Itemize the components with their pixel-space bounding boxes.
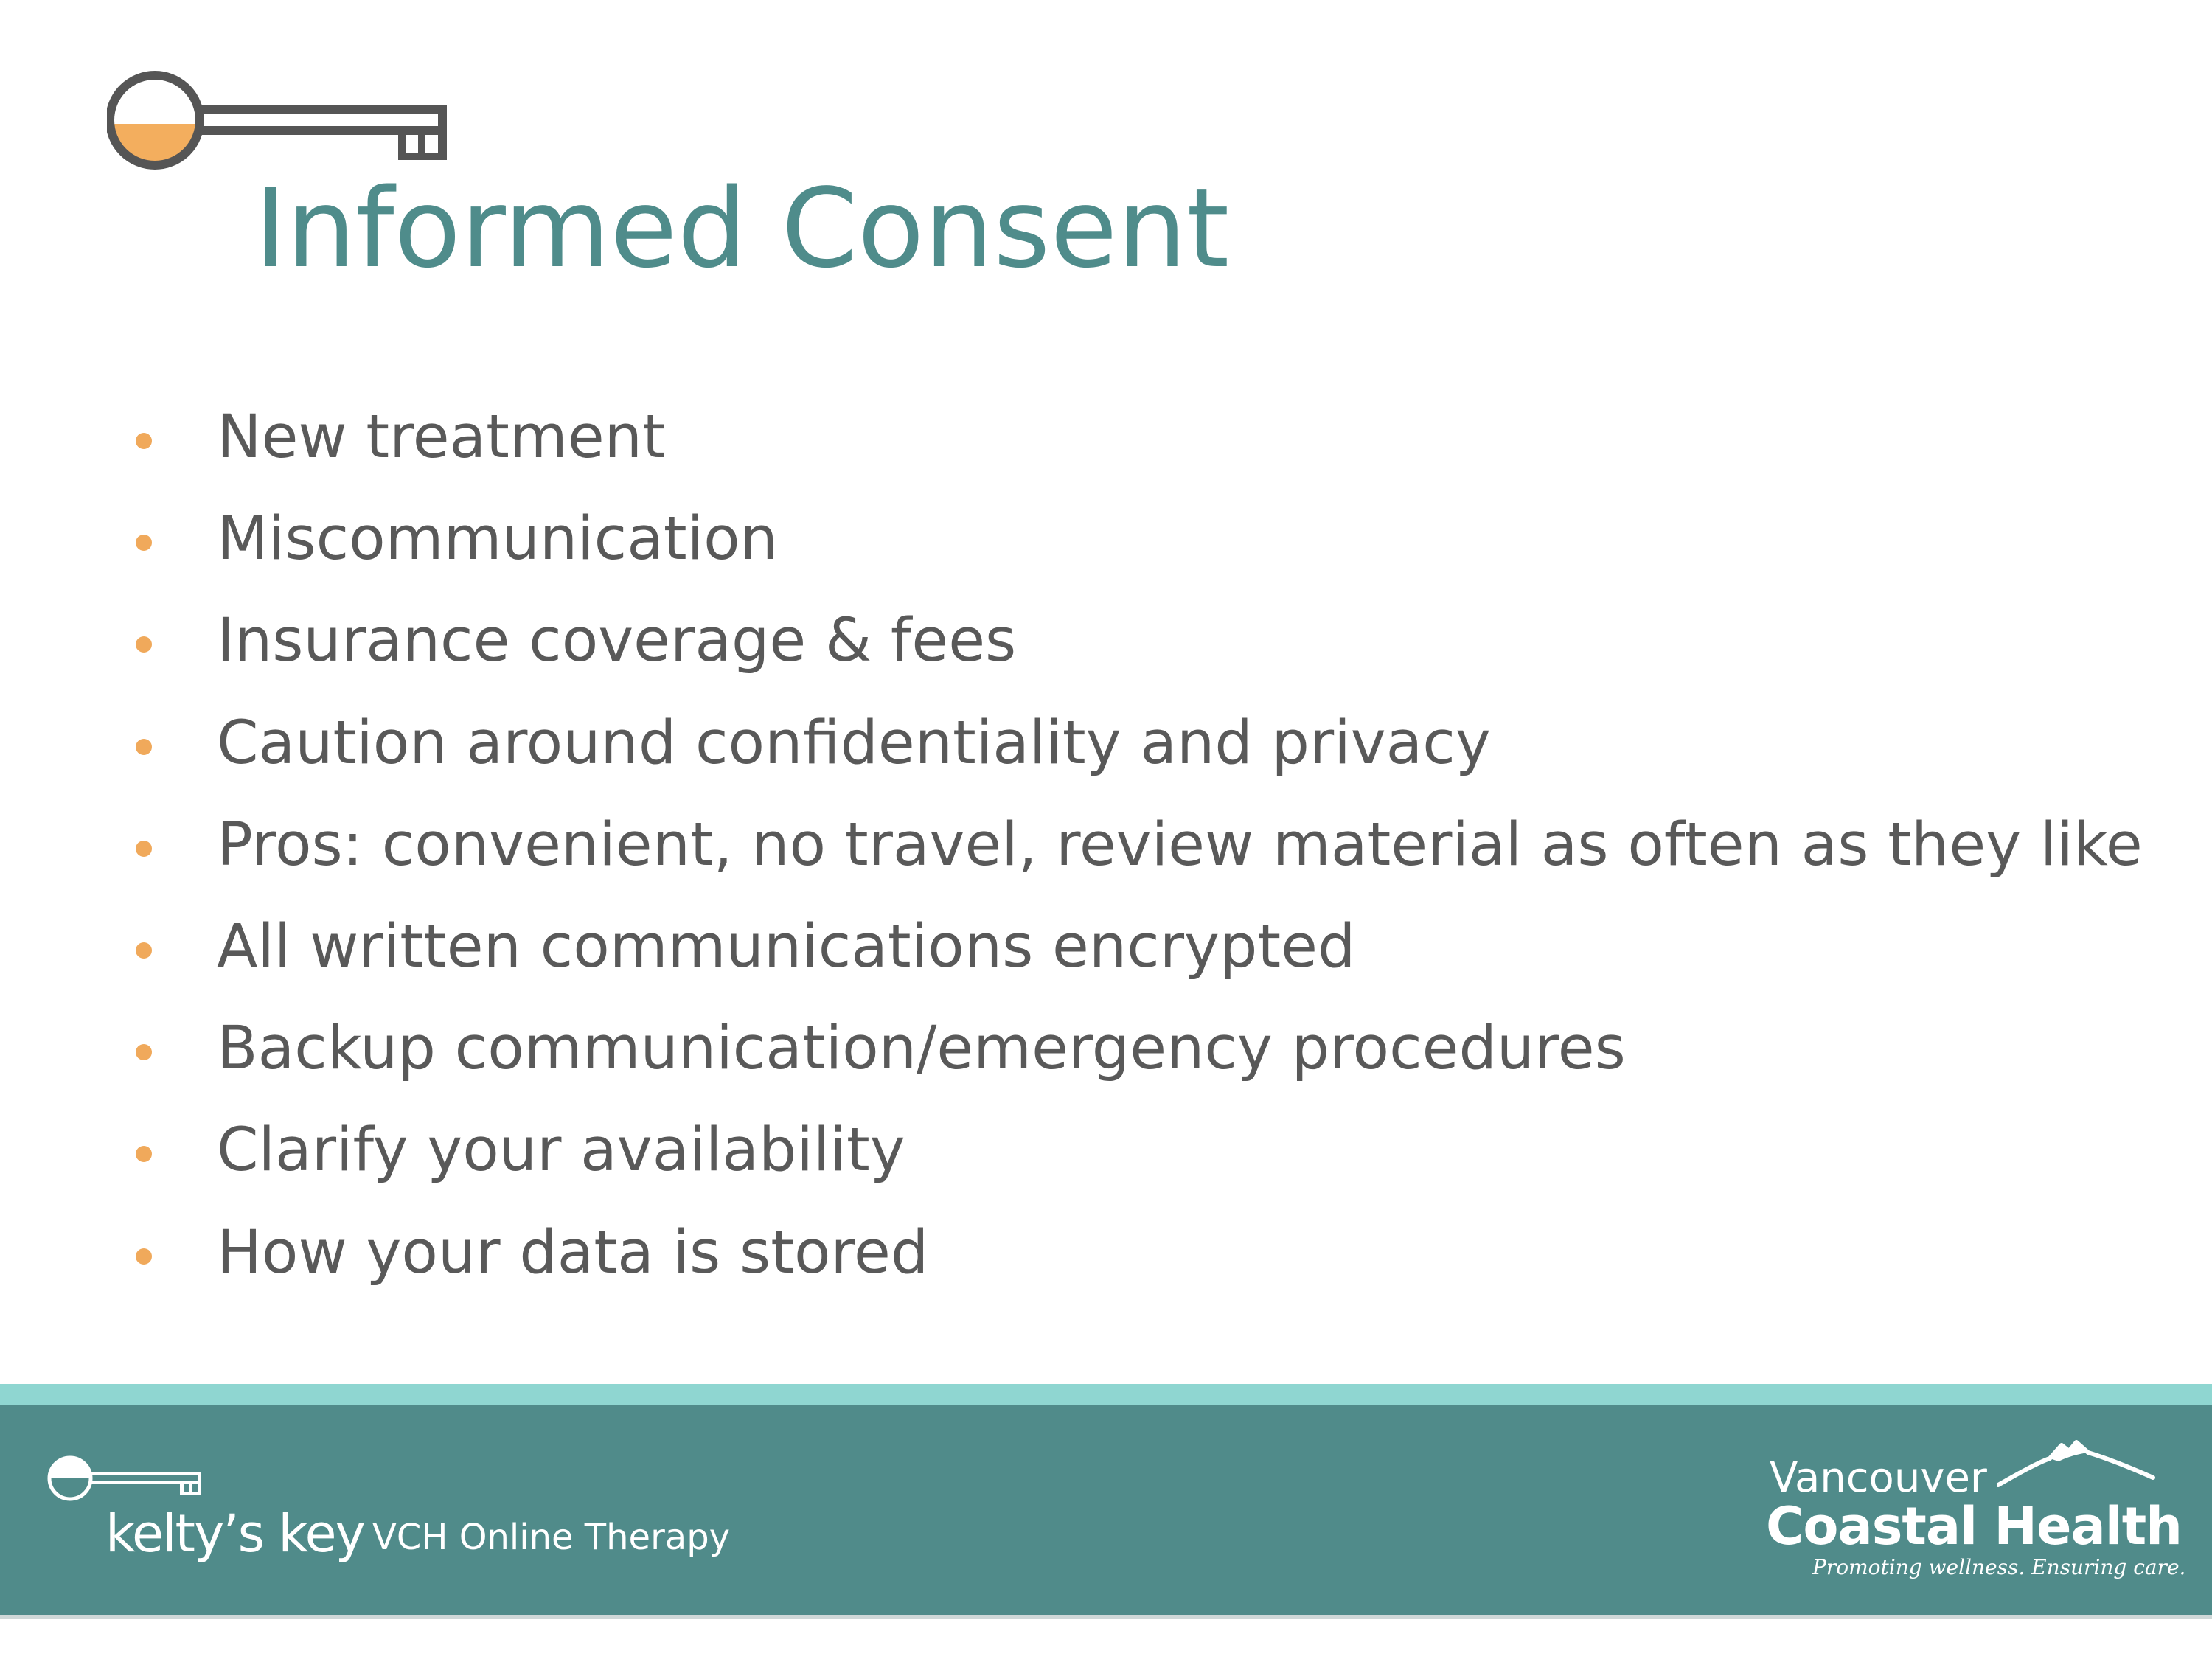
bullet-dot-icon xyxy=(136,841,152,857)
org-name-main: Coastal Health xyxy=(1766,1496,2183,1557)
list-item-text: How your data is stored xyxy=(217,1217,929,1287)
bullet-dot-icon xyxy=(136,739,152,755)
bullet-dot-icon xyxy=(136,1146,152,1162)
bullet-dot-icon xyxy=(136,942,152,959)
list-item-text: Miscommunication xyxy=(217,504,778,574)
footer-divider xyxy=(0,1615,2212,1619)
org-tagline: Promoting wellness. Ensuring care. xyxy=(1812,1555,2186,1579)
brand-name: kelty’s key xyxy=(105,1503,364,1564)
bullet-dot-icon xyxy=(136,433,152,449)
brand-subtitle: VCH Online Therapy xyxy=(372,1517,731,1558)
page-title: Informed Consent xyxy=(254,165,1230,292)
mountain-icon xyxy=(1997,1436,2159,1495)
list-item-text: New treatment xyxy=(217,403,666,472)
key-icon xyxy=(46,1453,208,1504)
list-item-text: Backup communication/emergency procedures xyxy=(217,1014,1626,1084)
list-item-text: Insurance coverage & fees xyxy=(217,606,1017,676)
bullet-dot-icon xyxy=(136,1248,152,1265)
bullet-dot-icon xyxy=(136,535,152,551)
list-item-text: Clarify your availability xyxy=(217,1116,905,1186)
org-name-top: Vancouver xyxy=(1770,1454,1987,1502)
bullet-dot-icon xyxy=(136,1044,152,1060)
list-item-text: Caution around confidentiality and privacy xyxy=(217,708,1491,778)
bullet-dot-icon xyxy=(136,636,152,653)
list-item-text: All written communications encrypted xyxy=(217,911,1356,981)
list-item-text: Pros: convenient, no travel, review material as often as they like xyxy=(217,810,2143,880)
key-icon xyxy=(107,65,461,175)
footer-accent-stripe xyxy=(0,1384,2212,1405)
